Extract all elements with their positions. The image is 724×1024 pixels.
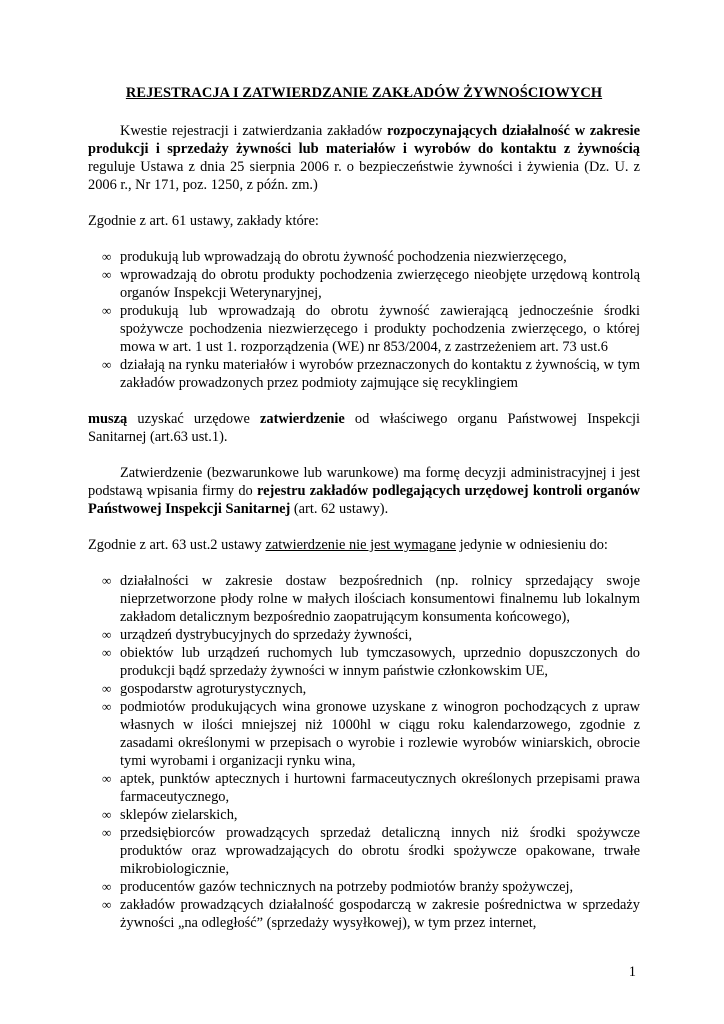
list-item — [88, 680, 640, 698]
list-item-text: producentów gazów technicznych na potrzeby podmiotów branży spożywczej, — [120, 879, 574, 895]
art63-underlined: zatwierdzenie nie jest wymagane — [265, 537, 457, 553]
art61-list — [88, 248, 640, 392]
must-bold: muszą — [88, 411, 128, 427]
bullet-icon: ∞ — [102, 879, 112, 894]
bullet-icon: ∞ — [102, 825, 112, 840]
approval-text-end: od właściwego organu Państwowej Inspekcji Sanitarnej (art.63 ust.1). — [88, 411, 640, 445]
list-item-text: wprowadzają do obrotu produkty pochodzenia zwierzęcego nieobjęte urzędową kontrolą organów Inspekcji Weterynaryjnej, — [120, 267, 640, 301]
bullet-icon: ∞ — [102, 573, 112, 588]
approval-bold: zatwierdzenie — [260, 411, 345, 427]
list-item-text: urządzeń dystrybucyjnych do sprzedaży żywności, — [120, 627, 413, 643]
page-number: 1 — [628, 964, 636, 980]
bullet-icon: ∞ — [102, 357, 112, 372]
approval-paragraph — [88, 410, 640, 446]
bullet-icon: ∞ — [102, 699, 112, 714]
list-item-text: produkują lub wprowadzają do obrotu żywność zawierającą jednocześnie środki spożywcze pochodzenia niezwierzęcego i produkty pochodzenia zwierzęcego, o której mowa w art. 1 ust 1. rozporządzenia (WE) nr 853/2004, z zastrzeżeniem art. 73 ust.6 — [120, 303, 640, 355]
list-item-text: podmiotów produkujących wina gronowe uzyskane z winogron pochodzących z upraw własnych w ilości mniejszej niż 1000hl w ciągu roku kalendarzowego, zgodnie z zasadami określonymi w przepisach o wyrobie i rozlewie wyrobów winiarskich, obrocie tymi wyrobami i organizacji rynku wina, — [120, 699, 640, 769]
bullet-icon: ∞ — [102, 267, 112, 282]
bullet-icon: ∞ — [102, 303, 112, 318]
list-item — [88, 896, 640, 932]
document-body — [88, 84, 640, 932]
bullet-icon: ∞ — [102, 645, 112, 660]
list-item-text: działają na rynku materiałów i wyrobów przeznaczonych do kontaktu z żywnością, w tym zakładów prowadzonych przez podmioty zajmujące się recyklingiem — [120, 357, 640, 391]
approval-text: uzyskać urzędowe — [127, 411, 261, 427]
art61-lead: Zgodnie z art. 61 ustawy, zakłady które: — [88, 213, 319, 229]
intro-bold-text: rozpoczynających działalność w zakresie produkcji i sprzedaży żywności lub materiałów i wyrobów do kontaktu z żywnością — [88, 123, 640, 157]
bullet-icon: ∞ — [102, 681, 112, 696]
intro-text-end: reguluje Ustawa z dnia 25 sierpnia 2006 r. o bezpieczeństwie żywności i żywienia (Dz. U. z 2006 r., Nr 171, poz. 1250, z późn. zm.) — [88, 159, 640, 193]
list-item-text: gospodarstw agroturystycznych, — [120, 681, 307, 697]
list-item — [88, 572, 640, 626]
list-item — [88, 824, 640, 878]
list-item — [88, 770, 640, 806]
art63-text-end: jedynie w odniesieniu do: — [456, 537, 608, 553]
list-item — [88, 266, 640, 302]
list-item-text: sklepów zielarskich, — [120, 807, 238, 823]
list-item — [88, 248, 640, 266]
registry-bold: rejestru zakładów podlegających urzędowej kontroli organów Państwowej Inspekcji Sanitarnej — [88, 483, 640, 517]
exemption-list — [88, 572, 640, 932]
registry-text: Zatwierdzenie (bezwarunkowe lub warunkowe) ma formę decyzji administracyjnej i jest podstawą wpisania firmy do — [88, 465, 640, 499]
list-item-text: obiektów lub urządzeń ruchomych lub tymczasowych, uprzednio dopuszczonych do produkcji bądź sprzedaży żywności w innym państwie członkowskim UE, — [120, 645, 640, 679]
list-item — [88, 644, 640, 680]
list-item-text: przedsiębiorców prowadzących sprzedaż detaliczną innych niż środki spożywcze produktów oraz wprowadzających do obrotu środki spożywcze opakowane, trwałe mikrobiologicznie, — [120, 825, 640, 877]
list-item-text: działalności w zakresie dostaw bezpośrednich (np. rolnicy sprzedający swoje nieprzetworzone płody rolne w małych ilościach konsumentowi finalnemu lub lokalnym zakładom detalicznym bezpośrednio zaopatrującym konsumenta końcowego), — [120, 573, 640, 625]
list-item — [88, 806, 640, 824]
art63-lead — [88, 536, 640, 554]
list-item-text: produkują lub wprowadzają do obrotu żywność pochodzenia niezwierzęcego, — [120, 249, 567, 265]
list-item — [88, 626, 640, 644]
art63-text: Zgodnie z art. 63 ust.2 ustawy — [88, 537, 266, 553]
list-item — [88, 356, 640, 392]
bullet-icon: ∞ — [102, 807, 112, 822]
list-item — [88, 302, 640, 356]
bullet-icon: ∞ — [102, 627, 112, 642]
list-item-text: aptek, punktów aptecznych i hurtowni farmaceutycznych określonych przepisami prawa farmaceutycznego, — [120, 771, 640, 805]
list-item — [88, 698, 640, 770]
list-item-text: zakładów prowadzących działalność gospodarczą w zakresie pośrednictwa w sprzedaży żywności „na odległość” (sprzedaży wysyłkowej), w tym przez internet, — [120, 897, 640, 931]
intro-text: Kwestie rejestracji i zatwierdzania zakładów — [120, 123, 388, 139]
document-title: REJESTRACJA I ZATWIERDZANIE ZAKŁADÓW ŻYWNOŚCIOWYCH — [125, 85, 603, 101]
bullet-icon: ∞ — [102, 897, 112, 912]
bullet-icon: ∞ — [102, 771, 112, 786]
bullet-icon: ∞ — [102, 249, 112, 264]
list-item — [88, 878, 640, 896]
intro-paragraph — [88, 122, 640, 194]
registry-paragraph — [88, 464, 640, 518]
registry-text-end: (art. 62 ustawy). — [290, 501, 389, 517]
